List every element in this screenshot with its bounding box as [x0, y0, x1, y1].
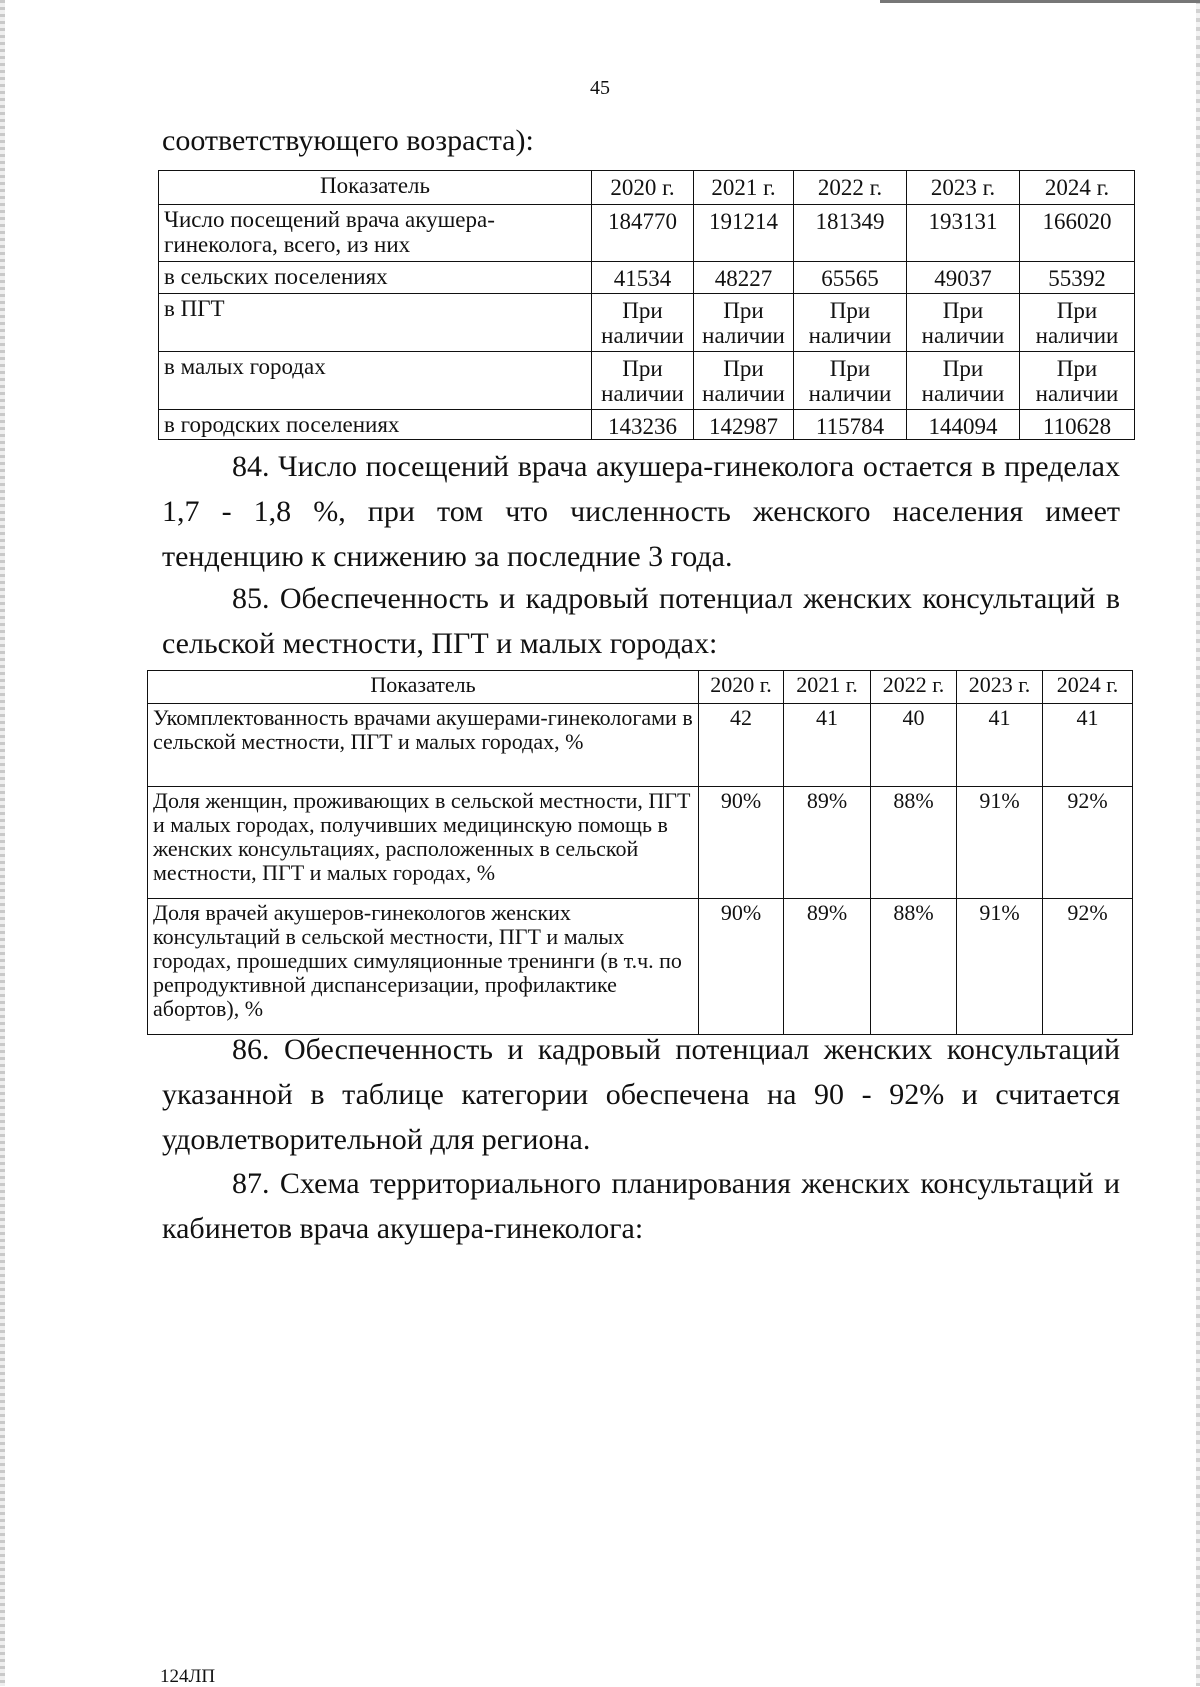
- cell-value: При наличии: [592, 294, 694, 352]
- row-label: в сельских поселениях: [159, 262, 592, 294]
- staffing-table: [147, 670, 1133, 1035]
- table-row: [159, 352, 1135, 410]
- cell-value: 110628: [1020, 410, 1135, 440]
- cell-value: При наличии: [1020, 352, 1135, 410]
- cell-value: 143236: [592, 410, 694, 440]
- row-label: в городских поселениях: [159, 410, 592, 440]
- table-row: [148, 787, 1133, 899]
- cell-value: При наличии: [794, 352, 907, 410]
- header-2023: 2023 г.: [907, 171, 1020, 205]
- cell-value: 41: [957, 704, 1043, 787]
- row-label: в ПГТ: [159, 294, 592, 352]
- table-header-row: [148, 671, 1133, 704]
- cell-value: 191214: [694, 205, 794, 262]
- scan-left-edge: [0, 0, 5, 1686]
- cell-value: 89%: [784, 787, 871, 899]
- row-label: в малых городах: [159, 352, 592, 410]
- header-2020: 2020 г.: [699, 671, 784, 704]
- page-number: 45: [590, 77, 610, 99]
- header-2023: 2023 г.: [957, 671, 1043, 704]
- cell-value: 48227: [694, 262, 794, 294]
- cell-value: 115784: [794, 410, 907, 440]
- cell-value: 184770: [592, 205, 694, 262]
- cell-value: При наличии: [592, 352, 694, 410]
- cell-value: При наличии: [907, 352, 1020, 410]
- header-2021: 2021 г.: [694, 171, 794, 205]
- cell-value: 90%: [699, 899, 784, 1035]
- cell-value: 42: [699, 704, 784, 787]
- cell-value: При наличии: [694, 352, 794, 410]
- row-label: Укомплектованность врачами акушерами-гинекологами в сельской местности, ПГТ и малых городах, %: [148, 704, 699, 787]
- table-row: [148, 704, 1133, 787]
- table-row: [148, 899, 1133, 1035]
- cell-value: 142987: [694, 410, 794, 440]
- paragraph-87: 87. Схема территориального планирования женских консультаций и кабинетов врача акушера-гинеколога:: [162, 1167, 1120, 1245]
- cell-value: 90%: [699, 787, 784, 899]
- header-2021: 2021 г.: [784, 671, 871, 704]
- paragraph-85: 85. Обеспеченность и кадровый потенциал женских консультаций в сельской местности, ПГТ и малых городах:: [162, 582, 1120, 660]
- cell-value: 55392: [1020, 262, 1135, 294]
- cell-value: 92%: [1043, 787, 1133, 899]
- cell-value: При наличии: [794, 294, 907, 352]
- cell-value: При наличии: [907, 294, 1020, 352]
- table-header-row: [159, 171, 1135, 205]
- visits-table: [158, 170, 1135, 440]
- cell-value: При наличии: [1020, 294, 1135, 352]
- header-2022: 2022 г.: [871, 671, 957, 704]
- cell-value: При наличии: [694, 294, 794, 352]
- header-indicator: Показатель: [159, 171, 592, 205]
- cell-value: 166020: [1020, 205, 1135, 262]
- intro-line: соответствующего возраста):: [162, 124, 534, 157]
- cell-value: 89%: [784, 899, 871, 1035]
- cell-value: 49037: [907, 262, 1020, 294]
- paragraph-86: 86. Обеспеченность и кадровый потенциал женских консультаций указанной в таблице категории обеспечена на 90 - 92% и считается удовлетворительной для региона.: [162, 1033, 1120, 1156]
- table-row: [159, 294, 1135, 352]
- paragraph-84: 84. Число посещений врача акушера-гинеколога остается в пределах 1,7 - 1,8 %, при том что численность женского населения имеет тенденцию к снижению за последние 3 года.: [162, 450, 1120, 573]
- header-2024: 2024 г.: [1043, 671, 1133, 704]
- table-row: [159, 205, 1135, 262]
- table-row: [159, 410, 1135, 440]
- cell-value: 88%: [871, 899, 957, 1035]
- row-label: Число посещений врача акушера-гинеколога, всего, из них: [159, 205, 592, 262]
- header-indicator: Показатель: [148, 671, 699, 704]
- row-label: Доля женщин, проживающих в сельской местности, ПГТ и малых городах, получивших медицинскую помощь в женских консультациях, расположенных в сельской местности, ПГТ и малых городах, %: [148, 787, 699, 899]
- cell-value: 193131: [907, 205, 1020, 262]
- cell-value: 41534: [592, 262, 694, 294]
- row-label: Доля врачей акушеров-гинекологов женских консультаций в сельской местности, ПГТ и малых городах, прошедших симуляционные тренинги (в т.ч. по репродуктивной диспансеризации, профилактике абортов), %: [148, 899, 699, 1035]
- cell-value: 91%: [957, 787, 1043, 899]
- document-code: 124ЛП: [160, 1666, 216, 1687]
- header-2022: 2022 г.: [794, 171, 907, 205]
- cell-value: 92%: [1043, 899, 1133, 1035]
- cell-value: 88%: [871, 787, 957, 899]
- scan-right-edge: [1196, 0, 1200, 1686]
- cell-value: 91%: [957, 899, 1043, 1035]
- header-2024: 2024 г.: [1020, 171, 1135, 205]
- cell-value: 41: [784, 704, 871, 787]
- table-row: [159, 262, 1135, 294]
- cell-value: 181349: [794, 205, 907, 262]
- cell-value: 41: [1043, 704, 1133, 787]
- cell-value: 144094: [907, 410, 1020, 440]
- header-2020: 2020 г.: [592, 171, 694, 205]
- scan-top-edge: [880, 0, 1200, 3]
- cell-value: 65565: [794, 262, 907, 294]
- cell-value: 40: [871, 704, 957, 787]
